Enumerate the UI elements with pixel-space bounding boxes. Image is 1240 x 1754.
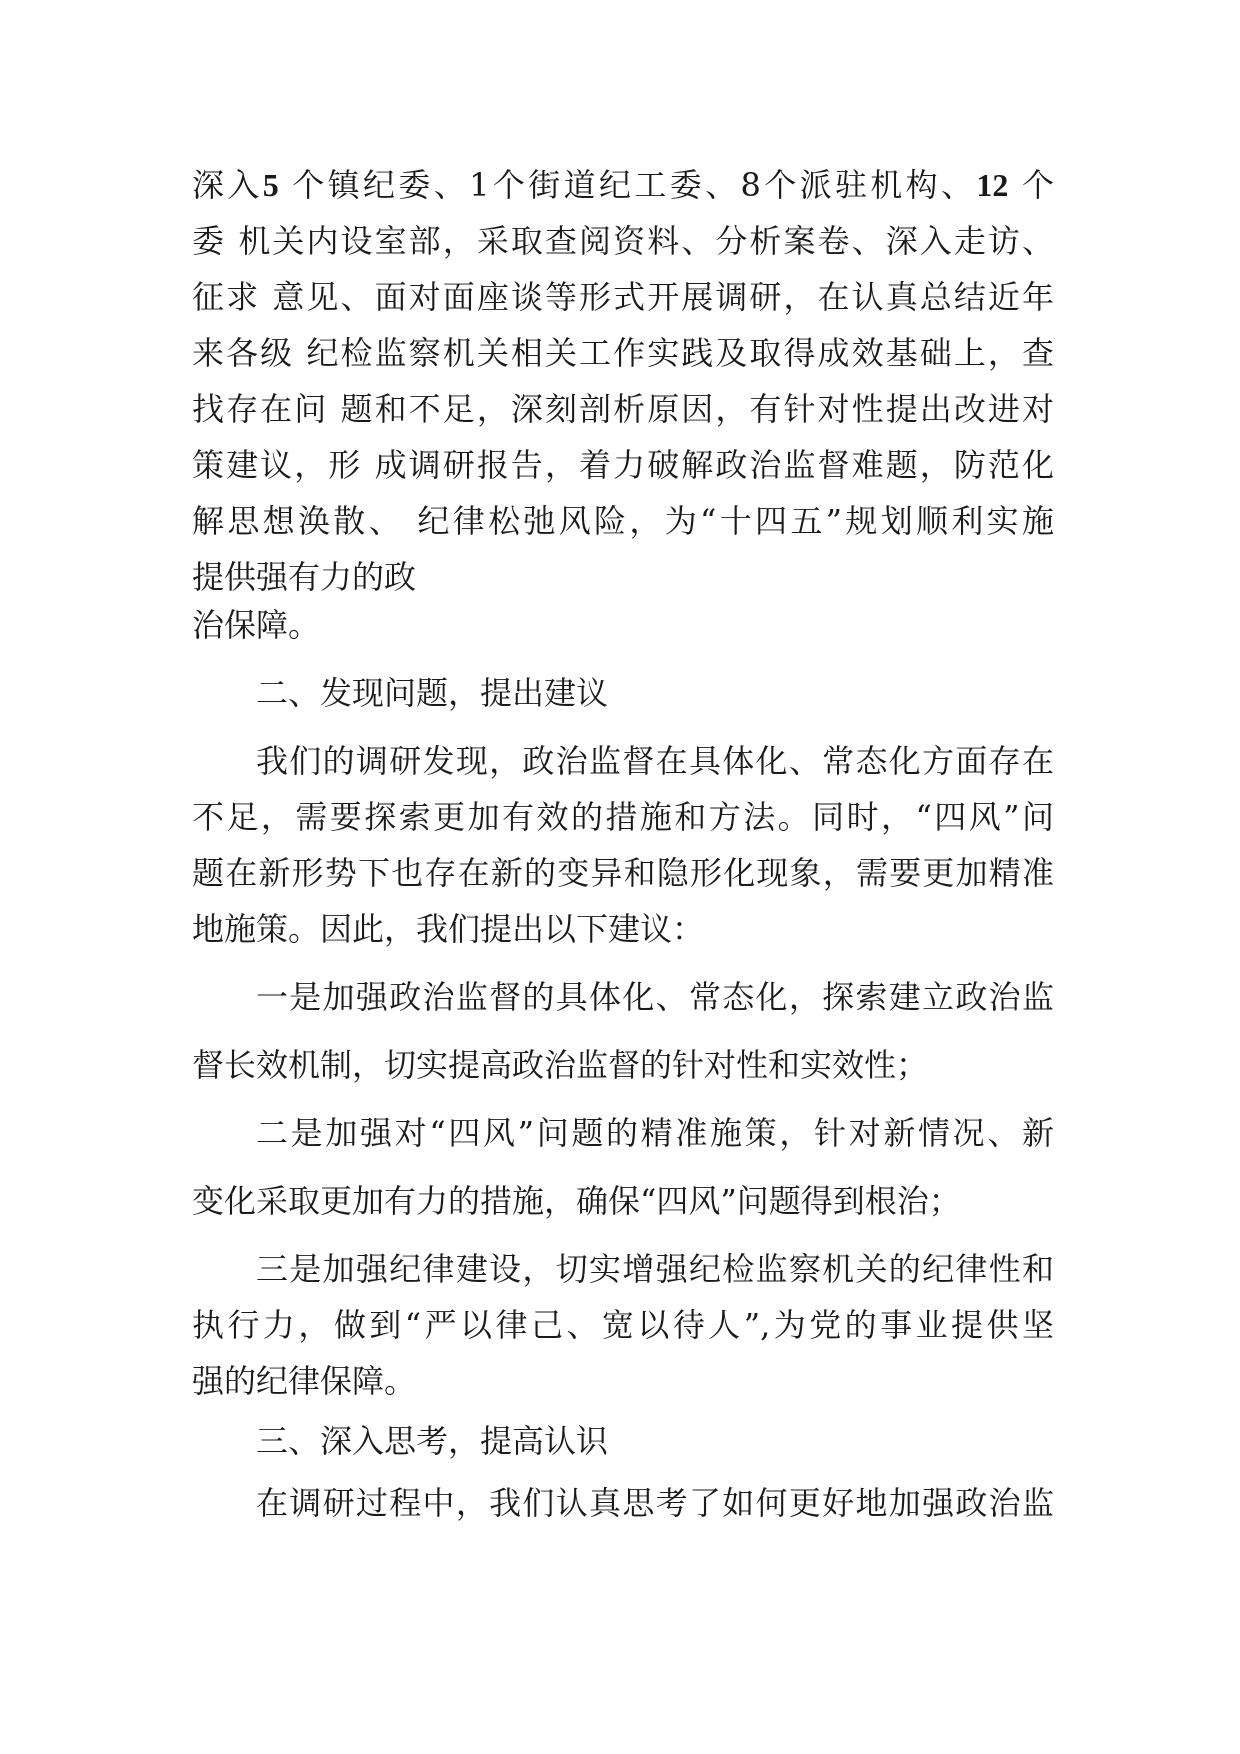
recommendation-item: 强的纪律保障。 — [192, 1362, 417, 1400]
section-heading: 三、深入思考，提高认识 — [256, 1422, 609, 1460]
paragraph-line-4: 来各级 纪检监察机关相关工作实践及取得成效基础上，查 — [192, 334, 1054, 372]
number-bold: 5 — [262, 167, 279, 203]
text-segment: 个镇纪委、1个街道纪工委、8个派驻机构、 — [278, 166, 977, 204]
paragraph-line: 我们的调研发现，政治监督在具体化、常态化方面存在 — [256, 742, 1054, 780]
paragraph-line: 地施策。因此，我们提出以下建议： — [192, 910, 705, 948]
paragraph-line-6: 策建议，形 成调研报告，着力破解政治监督难题，防范化 — [192, 446, 1054, 484]
paragraph-line-1 — [192, 160, 1054, 210]
paragraph-line-9: 治保障。 — [192, 606, 321, 644]
number-bold: 12 — [976, 167, 1009, 203]
section-heading: 二、发现问题，提出建议 — [256, 674, 609, 712]
recommendation-item: 二是加强对“四风”问题的精准施策，针对新情况、新 — [256, 1114, 1054, 1152]
paragraph-line-3: 征求 意见、面对面座谈等形式开展调研，在认真总结近年 — [192, 278, 1054, 316]
recommendation-item: 一是加强政治监督的具体化、常态化，探索建立政治监 — [256, 978, 1054, 1016]
paragraph-line-8: 提供强有力的政 — [192, 558, 417, 596]
paragraph-line: 在调研过程中，我们认真思考了如何更好地加强政治监 — [256, 1484, 1054, 1522]
recommendation-item: 督长效机制，切实提高政治监督的针对性和实效性； — [192, 1046, 929, 1084]
paragraph-line: 不足，需要探索更加有效的措施和方法。同时，“四风”问 — [192, 798, 1054, 836]
paragraph-line-5: 找存在问 题和不足，深刻剖析原因，有针对性提出改进对 — [192, 390, 1054, 428]
text-segment: 个 — [1008, 166, 1054, 204]
recommendation-item: 执行力，做到“严以律己、宽以待人”,为党的事业提供坚 — [192, 1306, 1054, 1344]
paragraph-line-2: 委 机关内设室部，采取查阅资料、分析案卷、深入走访、 — [192, 222, 1054, 260]
recommendation-item: 变化采取更加有力的措施，确保“四风”问题得到根治； — [192, 1182, 961, 1220]
text-segment: 深入 — [192, 166, 263, 204]
recommendation-item: 三是加强纪律建设，切实增强纪检监察机关的纪律性和 — [256, 1250, 1054, 1288]
paragraph-line: 题在新形势下也存在新的变异和隐形化现象，需要更加精准 — [192, 854, 1054, 892]
paragraph-line-7: 解思想涣散、 纪律松弛风险，为“十四五”规划顺利实施 — [192, 502, 1054, 540]
